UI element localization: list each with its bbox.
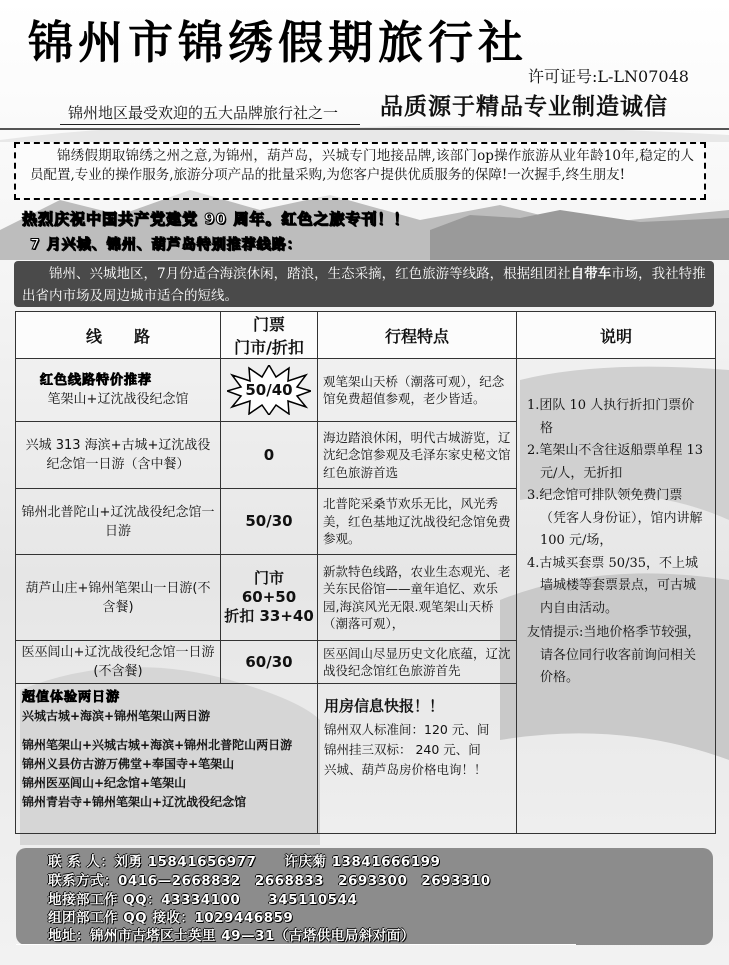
header-notes: 说明 — [517, 312, 716, 359]
feature-cell: 海边踏浪休闲，明代古城游览，辽沈纪念馆参观及毛泽东家史秘文馆红色旅游首选 — [318, 422, 517, 489]
license-number: 许可证号:L-LN07048 — [528, 67, 689, 86]
friendly-tip: 友情提示:当地价格季节较强，请各位同行收客前询问相关价格。 — [527, 625, 701, 685]
ticket-retail-price: 60+50 — [241, 588, 297, 606]
two-day-tour-item: 锦州青岩寺+锦州笔架山+辽沈战役纪念馆 — [22, 795, 247, 809]
two-day-tour-item: 锦州医巫闾山+纪念馆+笔架山 — [22, 776, 187, 790]
intro-paragraph: 锦绣假期取锦绣之州之意,为锦州，葫芦岛，兴城专门地接品牌,该部门op操作旅游从业年龄10年,稳定的人员配置,专业的操作服务,旅游分项产品的批量采购,为您客户提供优质服务的保障!一次握手,终生朋友! — [14, 142, 706, 200]
feature-cell: 北普陀采桑节欢乐无比，风光秀美，红色基地辽沈战役纪念馆免费参观。 — [318, 489, 517, 555]
header-ticket-line2: 门市/折扣 — [234, 338, 304, 357]
ticket-cell: 60/30 — [221, 641, 318, 684]
contact-phones: 联系方式：0416—2668832 2668833 2693300 2693310 — [48, 873, 491, 889]
route-cell: 葫芦山庄+锦州笔架山一日游(不含餐) — [16, 555, 221, 641]
routes-table — [15, 311, 716, 834]
note-3: 3.纪念馆可排队领免费门票（凭客人身份证），馆内讲解 100 元/场， — [527, 488, 703, 548]
tagline-underline — [60, 124, 360, 125]
housing-line: 兴城、葫芦岛房价格电询！！ — [324, 762, 487, 777]
header-ticket-line1: 门票 — [252, 315, 285, 334]
two-day-tour-item: 兴城古城+海滨+锦州笔架山两日游 — [22, 709, 211, 723]
market-info-after: 市场，我社特推出省内市场及周边城市适合的短线。 — [22, 266, 706, 304]
note-2: 2.笔架山不含往返船票单程 13 元/人，无折扣 — [527, 443, 704, 481]
two-day-tours-cell — [16, 684, 318, 834]
ticket-price: 50/40 — [245, 381, 293, 399]
ticket-discount-price: 折扣 33+40 — [224, 607, 314, 625]
route-cell — [16, 359, 221, 422]
feature-cell: 医巫闾山尽显历史文化底蕴，辽沈战役纪念馆红色旅游首先 — [318, 641, 517, 684]
anniversary-banner: 热烈庆祝中国共产党建党 90 周年。红色之旅专刊！！ — [22, 210, 410, 228]
contact-people: 联 系 人：刘勇 15841656977 许庆菊 13841666199 — [48, 854, 441, 870]
route-cell: 兴城 313 海滨+古城+辽沈战役纪念馆一日游（含中餐） — [16, 422, 221, 489]
contact-qq-local: 地接部工作 QQ：43334100 345110544 — [48, 892, 358, 908]
market-info-text — [22, 263, 712, 307]
red-route-tag: 红色线路特价推荐 — [40, 373, 153, 388]
housing-line: 锦州挂三双标： 240 元、间 — [324, 742, 481, 757]
table-header-row — [16, 312, 716, 359]
feature-cell: 新款特色线路，农业生态观光、老关东民俗馆——童年追忆、欢乐园,海滨风光无限.观笔架山天桥（潮落可观）， — [318, 555, 517, 641]
market-info-highlight: 自带车 — [570, 266, 612, 282]
route-cell: 医巫闾山+辽沈战役纪念馆一日游(不含餐) — [16, 641, 221, 684]
ticket-cell: 0 — [221, 422, 318, 489]
housing-info-cell — [318, 684, 517, 834]
price-starburst — [227, 365, 311, 415]
recommended-routes-banner: 7 月兴城、锦州、葫芦岛特别推荐线路： — [30, 237, 302, 253]
agency-title: 锦州市锦绣假期旅行社 — [28, 16, 529, 69]
housing-line: 锦州双人标准间：120 元、间 — [324, 722, 490, 737]
brand-tagline: 锦州地区最受欢迎的五大品牌旅行社之一 — [68, 104, 339, 122]
note-4: 4.古城买套票 50/35，不上城墙城楼等套票景点，可古城内自由活动。 — [527, 555, 698, 616]
route-name: 笔架山+辽沈战役纪念馆 — [47, 392, 189, 407]
route-cell: 锦州北普陀山+辽沈战役纪念馆一日游 — [16, 489, 221, 555]
address-underline — [16, 944, 576, 945]
contact-qq-group: 组团部工作 QQ 接收：1029446859 — [48, 910, 294, 926]
two-day-tours-heading: 超值体验两日游 — [22, 690, 121, 705]
notes-cell — [517, 359, 716, 834]
combo-spacer — [22, 726, 313, 736]
ticket-cell — [221, 555, 318, 641]
contact-box — [16, 848, 713, 945]
note-1: 1.团队 10 人执行折扣门票价格 — [527, 398, 695, 436]
quality-slogan: 品质源于精品专业制造诚信 — [380, 94, 668, 120]
ticket-retail-label: 门市 — [253, 569, 284, 587]
table-row — [16, 359, 716, 422]
two-day-tour-item: 锦州笔架山+兴城古城+海滨+锦州北普陀山两日游 — [22, 738, 293, 752]
feature-cell: 观笔架山天桥（潮落可观），纪念馆免费超值参观，老少皆适。 — [318, 359, 517, 422]
ticket-cell — [221, 359, 318, 422]
ticket-cell: 50/30 — [221, 489, 318, 555]
two-day-tour-item: 锦州义县仿古游万佛堂+奉国寺+笔架山 — [22, 757, 235, 771]
header-route: 线 路 — [16, 312, 221, 359]
housing-heading: 用房信息快报！！ — [324, 697, 445, 715]
header-divider — [0, 128, 729, 130]
market-info-before: 锦州、兴城地区，7月份适合海滨休闲，踏浪，生态采摘，红色旅游等线路，根据组团社 — [49, 266, 571, 282]
header-ticket — [221, 312, 318, 359]
contact-address: 地址：锦州市古塔区士英里 49—31（古塔供电局斜对面） — [48, 928, 415, 944]
header-features: 行程特点 — [318, 312, 517, 359]
